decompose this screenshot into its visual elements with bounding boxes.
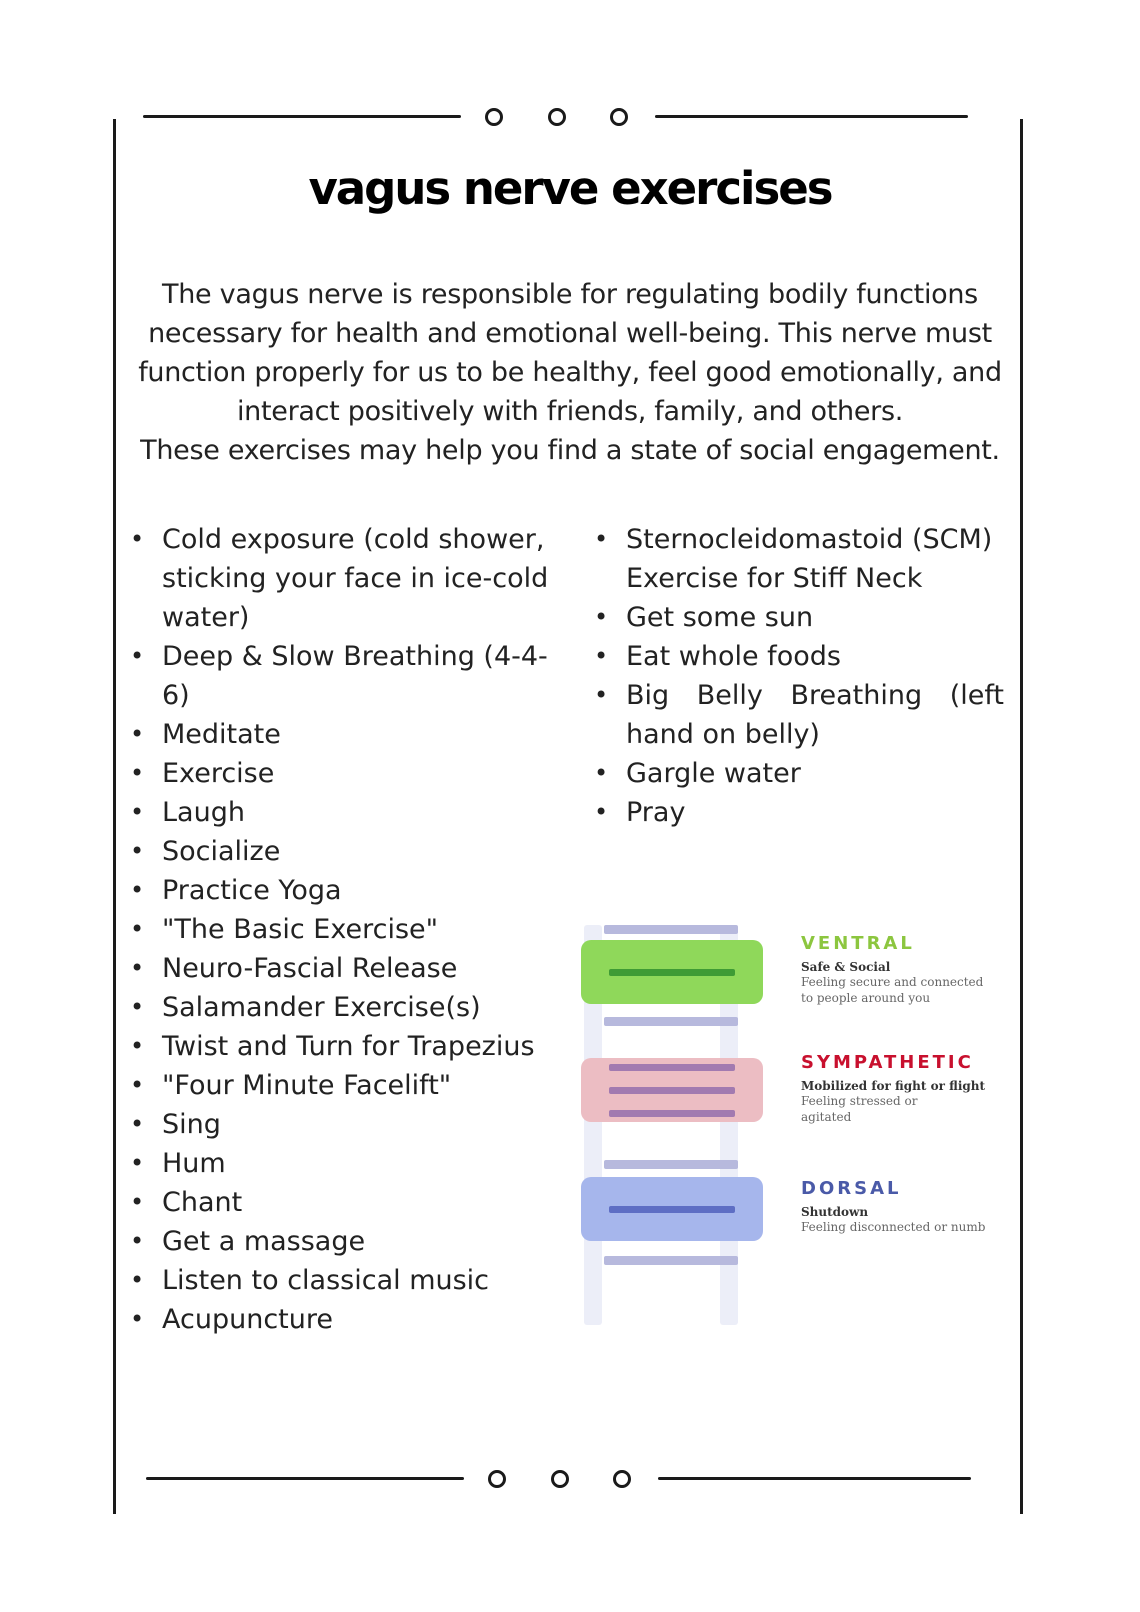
list-item bbox=[130, 1261, 560, 1300]
list-item-text: Practice Yoga bbox=[162, 875, 342, 906]
list-item bbox=[594, 793, 1004, 832]
circle-ornament-icon bbox=[610, 108, 628, 126]
list-item-text: Salamander Exercise(s) bbox=[162, 992, 481, 1023]
list-item-text: Sing bbox=[162, 1109, 221, 1140]
list-item bbox=[594, 598, 1004, 637]
dorsal-desc: Feeling disconnected or numb bbox=[801, 1220, 986, 1234]
list-item bbox=[130, 871, 560, 910]
bullet-icon: • bbox=[594, 603, 609, 631]
bullet-icon: • bbox=[594, 759, 609, 787]
list-item-text: "The Basic Exercise" bbox=[162, 914, 439, 945]
list-item-text: Listen to classical music bbox=[162, 1265, 490, 1296]
list-item bbox=[130, 988, 560, 1027]
bullet-icon: • bbox=[594, 525, 609, 553]
list-item-text: Acupuncture bbox=[162, 1304, 333, 1335]
bullet-icon: • bbox=[130, 993, 145, 1021]
list-item-text: Big Belly Breathing (left hand on belly) bbox=[626, 680, 1004, 750]
ventral-title: VENTRAL bbox=[801, 933, 915, 954]
list-item bbox=[130, 1105, 560, 1144]
ladder-rung bbox=[604, 1160, 738, 1169]
circle-ornament-icon bbox=[613, 1470, 631, 1488]
exercise-list-right bbox=[594, 520, 1004, 832]
list-item bbox=[130, 1144, 560, 1183]
bullet-icon: • bbox=[130, 837, 145, 865]
ventral-desc: to people around you bbox=[801, 991, 931, 1005]
dorsal-block bbox=[581, 1177, 763, 1241]
bullet-icon: • bbox=[130, 954, 145, 982]
list-item bbox=[130, 1222, 560, 1261]
bullet-icon: • bbox=[130, 798, 145, 826]
list-item-text: Meditate bbox=[162, 719, 281, 750]
bullet-icon: • bbox=[130, 525, 145, 553]
list-item bbox=[130, 949, 560, 988]
list-item bbox=[130, 1183, 560, 1222]
list-item bbox=[594, 676, 1004, 754]
ladder-rung bbox=[604, 1017, 738, 1026]
list-item-text: Socialize bbox=[162, 836, 281, 867]
polyvagal-ladder-illustration bbox=[578, 925, 778, 1327]
bullet-icon: • bbox=[130, 1110, 145, 1138]
list-item-text: Gargle water bbox=[626, 758, 801, 789]
intro-line: The vagus nerve is responsible for regulating bodily functions bbox=[162, 279, 978, 310]
top-divider bbox=[143, 106, 968, 126]
list-item-text: Pray bbox=[626, 797, 686, 828]
bullet-icon: • bbox=[594, 642, 609, 670]
list-item bbox=[594, 754, 1004, 793]
dorsal-label bbox=[801, 1178, 1011, 1235]
page-title: vagus nerve exercises bbox=[308, 162, 832, 215]
intro-line: interact positively with friends, family, and others. bbox=[236, 396, 904, 427]
list-item bbox=[594, 520, 1004, 598]
list-item bbox=[130, 520, 560, 637]
circle-ornament-icon bbox=[548, 108, 566, 126]
sympathetic-block bbox=[581, 1058, 763, 1122]
list-item bbox=[130, 910, 560, 949]
list-item-text: Laugh bbox=[162, 797, 245, 828]
list-item bbox=[130, 1066, 560, 1105]
bullet-icon: • bbox=[130, 876, 145, 904]
bullet-icon: • bbox=[130, 1149, 145, 1177]
bullet-icon: • bbox=[130, 720, 145, 748]
list-item bbox=[130, 832, 560, 871]
list-item bbox=[594, 637, 1004, 676]
bullet-icon: • bbox=[130, 1266, 145, 1294]
ventral-subtitle: Safe & Social bbox=[801, 960, 891, 974]
ventral-block bbox=[581, 940, 763, 1004]
list-item-text: Twist and Turn for Trapezius bbox=[162, 1031, 535, 1062]
sympathetic-subtitle: Mobilized for fight or flight bbox=[801, 1079, 986, 1093]
list-item bbox=[130, 715, 560, 754]
sympathetic-title: SYMPATHETIC bbox=[801, 1052, 974, 1073]
frame-left-border bbox=[113, 119, 116, 1514]
ventral-desc: Feeling secure and connected bbox=[801, 975, 984, 989]
list-item-text: Sternocleidomastoid (SCM) Exercise for Stiff Neck bbox=[626, 524, 993, 594]
list-item bbox=[130, 754, 560, 793]
list-item bbox=[130, 1027, 560, 1066]
bullet-icon: • bbox=[594, 798, 609, 826]
bullet-icon: • bbox=[130, 1071, 145, 1099]
sympathetic-desc: agitated bbox=[801, 1110, 852, 1124]
list-item-text: Cold exposure (cold shower, sticking your face in ice-cold water) bbox=[162, 524, 549, 633]
sympathetic-label bbox=[801, 1052, 1011, 1125]
dorsal-subtitle: Shutdown bbox=[801, 1205, 869, 1219]
exercise-list-left bbox=[130, 520, 560, 1339]
list-item-text: "Four Minute Facelift" bbox=[162, 1070, 452, 1101]
circle-ornament-icon bbox=[485, 108, 503, 126]
bullet-icon: • bbox=[130, 759, 145, 787]
intro-line: necessary for health and emotional well-being. This nerve must bbox=[148, 318, 992, 349]
intro-line: function properly for us to be healthy, feel good emotionally, and bbox=[138, 357, 1002, 388]
circle-ornament-icon bbox=[551, 1470, 569, 1488]
list-item-text: Deep & Slow Breathing (4-4-6) bbox=[162, 641, 548, 711]
bullet-icon: • bbox=[130, 915, 145, 943]
ladder-rung bbox=[604, 925, 738, 934]
list-item-text: Hum bbox=[162, 1148, 226, 1179]
bullet-icon: • bbox=[130, 1227, 145, 1255]
bullet-icon: • bbox=[594, 681, 609, 709]
bullet-icon: • bbox=[130, 1032, 145, 1060]
list-item-text: Chant bbox=[162, 1187, 243, 1218]
intro-line: These exercises may help you find a state of social engagement. bbox=[140, 435, 1000, 466]
list-item bbox=[130, 637, 560, 715]
ladder-rung bbox=[604, 1256, 738, 1265]
list-item bbox=[130, 793, 560, 832]
list-item-text: Eat whole foods bbox=[626, 641, 841, 672]
list-item-text: Get some sun bbox=[626, 602, 814, 633]
list-item bbox=[130, 1300, 560, 1339]
dorsal-title: DORSAL bbox=[801, 1178, 902, 1199]
intro-paragraph bbox=[118, 275, 1022, 470]
bullet-icon: • bbox=[130, 642, 145, 670]
circle-ornament-icon bbox=[488, 1470, 506, 1488]
sympathetic-desc: Feeling stressed or bbox=[801, 1094, 918, 1108]
bullet-icon: • bbox=[130, 1305, 145, 1333]
list-item-text: Exercise bbox=[162, 758, 275, 789]
list-item-text: Get a massage bbox=[162, 1226, 366, 1257]
bottom-divider bbox=[146, 1468, 971, 1488]
ventral-label bbox=[801, 933, 1011, 1006]
bullet-icon: • bbox=[130, 1188, 145, 1216]
list-item-text: Neuro-Fascial Release bbox=[162, 953, 458, 984]
